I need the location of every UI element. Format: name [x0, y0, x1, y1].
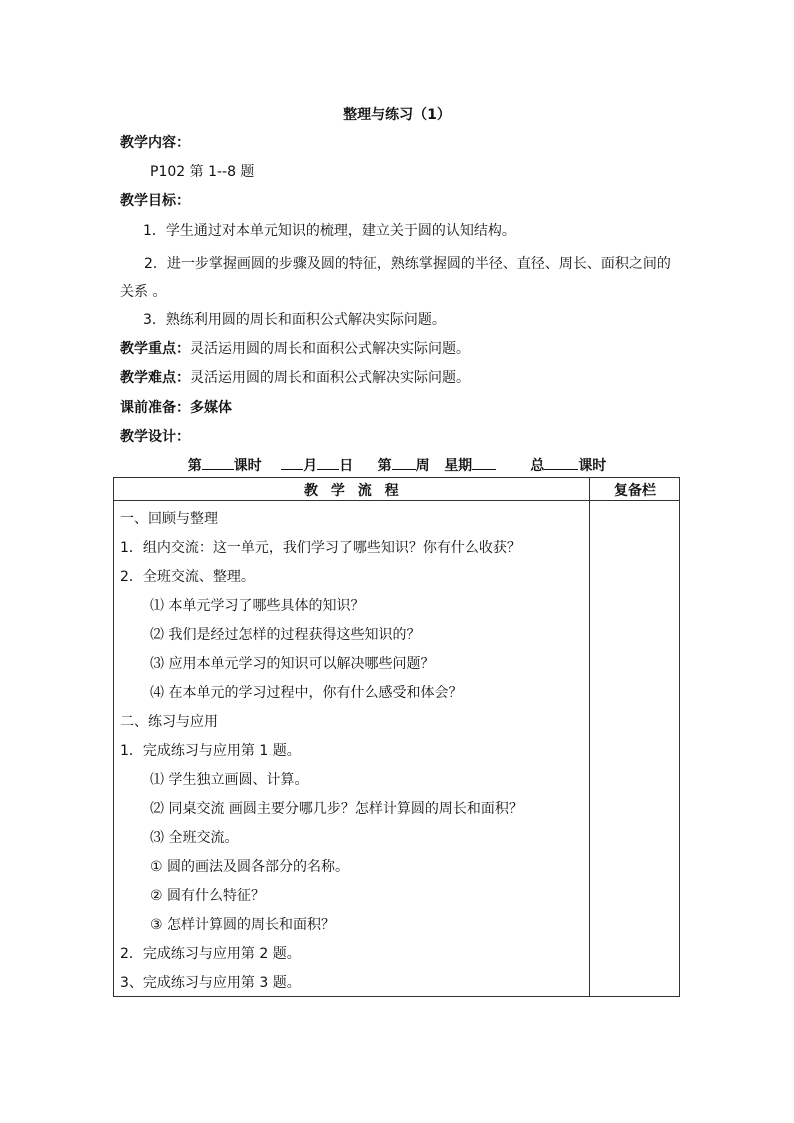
table-row: ① 圆的画法及圆各部分的名称。	[150, 859, 350, 875]
goal-item-3: 3．熟练利用圆的周长和面积公式解决实际问题。	[143, 312, 446, 328]
blank-week	[392, 455, 416, 470]
difficulty-value: 灵活运用圆的周长和面积公式解决实际问题。	[190, 370, 470, 386]
goals-label: 教学目标：	[120, 193, 190, 209]
table-row: ③ 怎样计算圆的周长和面积？	[150, 917, 336, 933]
table-row: ⑵ 同桌交流 画圆主要分哪几步？怎样计算圆的周长和面积？	[150, 801, 523, 817]
teaching-flow-table	[113, 477, 680, 997]
lesson-month: 月	[303, 458, 318, 474]
table-row: ⑴ 学生独立画圆、计算。	[150, 772, 309, 788]
blank-month	[281, 455, 303, 470]
table-row: ⑵ 我们是经过怎样的过程获得这些知识的？	[150, 627, 421, 643]
page-title: 整理与练习（1）	[343, 107, 451, 123]
table-row: ⑶ 应用本单元学习的知识可以解决哪些问题？	[150, 656, 435, 672]
table-row: 1．完成练习与应用第 1 题。	[120, 743, 301, 759]
lesson-di: 第	[187, 458, 202, 474]
lesson-day: 日	[339, 458, 354, 474]
header-review: 复备栏	[614, 483, 656, 499]
table-row: 二、练习与应用	[120, 714, 218, 730]
goal-item-2: 2．进一步掌握画圆的步骤及圆的特征，熟练掌握圆的半径、直径、周长、面积之间的关系 。	[120, 256, 671, 300]
blank-total	[544, 455, 578, 470]
preparation	[120, 398, 232, 418]
table-row: 2．全班交流、整理。	[120, 569, 255, 585]
lesson-weekday: 星期	[444, 458, 473, 474]
key-point-label: 教学重点：	[120, 341, 190, 357]
header-divider	[114, 500, 679, 501]
table-row: ⑷ 在本单元的学习过程中，你有什么感受和体会？	[150, 685, 463, 701]
lesson-week: 周	[415, 458, 430, 474]
lesson-keshi: 课时	[233, 458, 262, 474]
preparation-value: 多媒体	[190, 400, 232, 416]
preparation-label: 课前准备：	[120, 400, 190, 416]
design-label: 教学设计：	[120, 429, 190, 445]
column-divider	[589, 478, 590, 996]
content-label: 教学内容：	[120, 135, 190, 151]
difficulty	[120, 368, 470, 388]
blank-weekday	[472, 455, 496, 470]
table-row: 一、回顾与整理	[120, 511, 218, 527]
table-row: ② 圆有什么特征？	[150, 888, 266, 904]
table-row: 2．完成练习与应用第 2 题。	[120, 946, 301, 962]
content-value: P102 第 1--8 题	[150, 164, 255, 180]
blank-lesson-number	[202, 455, 234, 470]
blank-day	[317, 455, 339, 470]
key-point	[120, 339, 470, 359]
table-row: 3、完成练习与应用第 3 题。	[120, 975, 301, 991]
difficulty-label: 教学难点：	[120, 370, 190, 386]
table-row: ⑴ 本单元学习了哪些具体的知识？	[150, 598, 365, 614]
lesson-total-keshi: 课时	[578, 458, 607, 474]
key-point-value: 灵活运用圆的周长和面积公式解决实际问题。	[190, 341, 470, 357]
table-row: ⑶ 全班交流。	[150, 830, 239, 846]
lesson-di-week: 第	[377, 458, 392, 474]
table-row: 1．组内交流：这一单元，我们学习了哪些知识？你有什么收获？	[120, 540, 521, 556]
lesson-total: 总	[530, 458, 545, 474]
goal-item-1: 1．学生通过对本单元知识的梳理，建立关于圆的认知结构。	[143, 223, 516, 239]
header-teaching-flow: 教 学 流 程	[304, 483, 403, 499]
lesson-info-row	[0, 455, 794, 475]
